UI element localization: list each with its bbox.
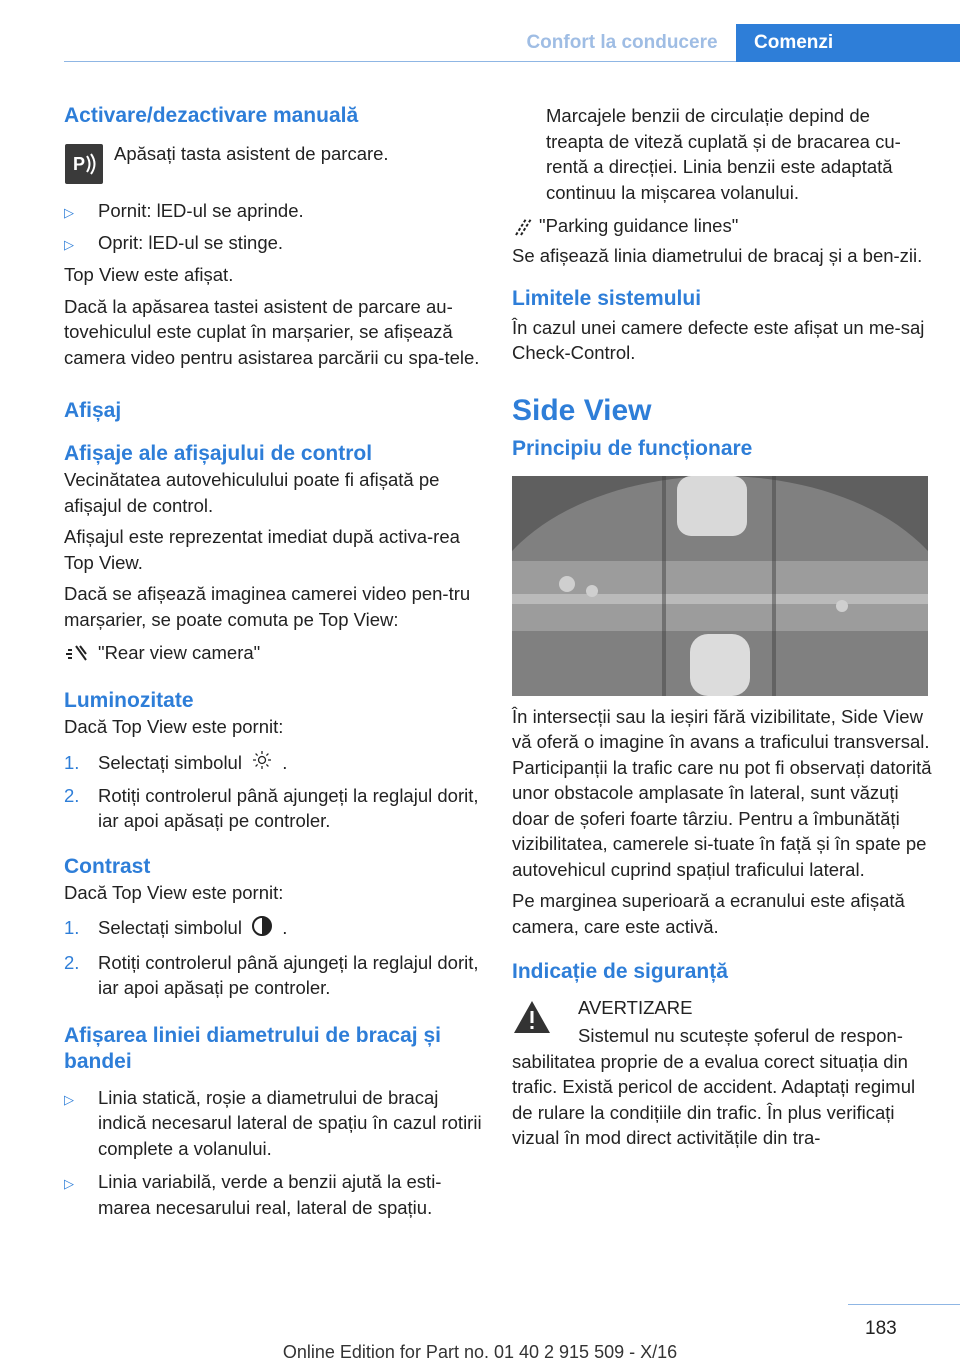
page-number: 183 — [865, 1318, 897, 1339]
svg-text:P: P — [73, 154, 86, 174]
right-column — [512, 103, 932, 1151]
contrast-condition: Dacă Top View este pornit: — [64, 881, 284, 903]
heading-manual: Activare/dezactivare manuală — [64, 104, 359, 127]
heading-luminozitate: Luminozitate — [64, 689, 194, 712]
warning-label: AVERTIZARE — [578, 997, 693, 1018]
vecinatate-text: Vecinătatea autovehiculului poate fi afișată pe afișajul de control. — [64, 469, 440, 516]
reprezentat-text: Afișajul este reprezentat imediat după activa-rea Top View. — [64, 526, 460, 573]
rear-camera-row — [64, 640, 484, 666]
active-tab[interactable]: Comenzi — [736, 24, 960, 62]
contrast-icon — [247, 915, 277, 944]
list-item-on: ▷ Pornit: lED-ul se aprinde. — [64, 198, 484, 224]
heading-side-view: Side View — [512, 393, 652, 427]
lum-step-2: 2. Rotiți controlerul până ajungeți la reglajul dorit, iar apoi apăsați pe controler. — [64, 784, 479, 832]
heading-linie: Afișarea liniei diametrului de bracaj și bandei — [64, 1023, 441, 1073]
intersectii-text: În intersecții sau la ieșiri fără vizibilitate, Side View vă oferă o imagine în avans a traficului transversal. Participanții la trafic care nu pot fi observați datorită unor obstacole amplasate în lateral, sunt văzuți doar de șoferi foarte târziu. Pentru a îmbunătăți vizibilitatea, camerele si-tuate în față și în spate pe autovehicul cuprind spațiul traficului lateral. — [512, 705, 932, 880]
step-number: 2. — [64, 951, 80, 973]
list-item-off: ▷ Oprit: lED-ul se stinge. — [64, 230, 484, 256]
heading-indicatie: Indicație de siguranță — [512, 960, 728, 983]
press-park-text: Apăsați tasta asistent de parcare. — [114, 143, 389, 164]
list-item-static-line: ▷ Linia statică, roșie a diametrului de bracaj indică necesarul lateral de spațiu în cazul rotirii complete a volanului. — [64, 1086, 482, 1159]
step-number: 1. — [64, 917, 80, 939]
triangle-bullet-icon: ▷ — [64, 1176, 74, 1192]
heading-limite: Limitele sistemului — [512, 286, 702, 310]
marcaje-text: Marcajele benzii de circulație depind de treapta de viteză cuplată și de bracarea cu-rentă a direcției. Linia benzii este adaptată continuu la mișcarea volanului. — [546, 105, 901, 203]
heading-afisaj: Afișaj — [64, 399, 122, 422]
triangle-bullet-icon: ▷ — [64, 205, 74, 220]
step-number: 1. — [64, 751, 80, 773]
footer-edition: Online Edition for Part no. 01 40 2 915 509 - X/16 — [282, 1342, 678, 1362]
left-column — [64, 100, 484, 1220]
camera-text: Dacă se afișează imaginea camerei video pen-tru marșarier, se poate comuta pe Top View: — [64, 583, 471, 630]
section-tab[interactable]: Confort la conducere — [526, 32, 718, 53]
lum-step-1: 1. Selectați simbolul . — [64, 750, 484, 777]
heading-principiu: Principiu de funcționare — [512, 436, 753, 460]
warning-row — [512, 995, 932, 1021]
warning-text: Sistemul nu scutește șoferul de respon-sabilitatea proprie de a evalua corect situația din trafic. Există pericol de accident. Adaptați regimul de rulare la condițiile din trafic. În plus verificați vizual în mod direct activitățile din tra- — [512, 1025, 916, 1148]
contrast-step-1: 1. Selectați simbolul . — [64, 915, 484, 944]
brightness-icon — [247, 750, 277, 777]
list-item-variable-line: ▷ Linia variabilă, verde a benzii ajută la esti-marea necesarului real, lateral de spațiu. — [64, 1171, 442, 1218]
triangle-bullet-icon: ▷ — [64, 1091, 74, 1107]
rear-view-camera-icon — [64, 642, 90, 669]
reverse-text: Dacă la apăsarea tastei asistent de parcare au-tovehiculul este cuplat în marșarier, se afișează camera video pentru asistarea parcării cu spa-tele. — [64, 295, 480, 368]
heading-afisaje: Afișaje ale afișajului de control — [64, 442, 373, 465]
margine-text: Pe marginea superioară a ecranului este afișată camera, care este activă. — [512, 890, 905, 937]
footer-rule — [848, 1304, 960, 1305]
lum-condition: Dacă Top View este pornit: — [64, 716, 284, 737]
step-number: 2. — [64, 784, 80, 806]
warning-triangle-icon — [512, 999, 552, 1035]
guidance-lines-label: "Parking guidance lines" — [539, 215, 739, 236]
rear-camera-label: "Rear view camera" — [98, 642, 261, 663]
park-key-row — [64, 141, 484, 185]
heading-contrast: Contrast — [64, 854, 151, 878]
triangle-bullet-icon: ▷ — [64, 236, 74, 252]
defect-text: În cazul unei camere defecte este afișat un me-saj Check-Control. — [512, 316, 925, 363]
topview-text: Top View este afișat. — [64, 264, 234, 285]
contrast-step-2: 2. Rotiți controlerul până ajungeți la reglajul dorit, iar apoi apăsați pe controler. — [64, 951, 479, 999]
afiseaza-text: Se afișează linia diametrului de bracaj și a ben-zii. — [512, 245, 923, 266]
side-view-illustration — [512, 476, 928, 696]
parking-assistant-key-icon — [65, 144, 103, 184]
parking-guidance-lines-icon — [512, 215, 534, 242]
guidance-lines-row — [512, 213, 932, 239]
